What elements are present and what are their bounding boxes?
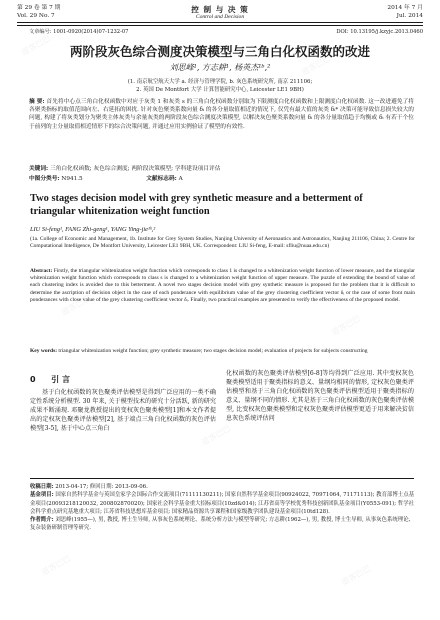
clc-value: N941.5 [61,176,83,182]
keywords-en [30,348,415,355]
title-zh: 两阶段灰色综合测度决策模型与三角白化权函数的改进 [69,44,370,59]
affiliation-en: (1a. College of Economic and Management, 1b. Institute for Grey System Studies, Nanjing University of Aeronautics and Astronautics, Nanjing 211106, China; 2. Centre for Computational Intelligence, De Montfort University, Leicester LE1 9BH, UK. Correspondent: LIU Si-feng, E-mail: sfliu@nuaa.edu.cn) [30,236,415,250]
clc-label: 中图分类号: [29,176,60,182]
date-zh: 2014 年 7 月 [387,5,423,11]
title-en: Two stages decision model with grey synthetic measure and a betterment of triangular whitenization weight function [30,193,363,217]
footnote-label: 收稿日期: [30,484,54,490]
intro-left-column: 基于白化权函数的灰色聚类评估模型是得到广泛应用的一类不确定性系统分析模型. 30 年来, 关于模型技术的研究十分活跃, 新的研究成果不断涌现. 邓聚龙教授提出的变权灰色聚类模型[1]和本文作者提出的定权灰色聚类评估模型[2], 基于端点三角白化权函数的灰色评估模型[3-5], 基于中心点三角白 [30,389,216,432]
doi[interactable]: DOI: 10.13195/j.kzyjc.2013.0460 [336,29,423,35]
date-en: Jul. 2014 [396,13,423,19]
affiliation-zh-line: (1. 南京航空航天大学 a. 经济与管理学院, b. 灰色系统研究所, 南京 211106; [127,79,313,85]
section-title: 引 言 [51,375,70,384]
watermark-text: 道客巴巴 [19,33,53,58]
volume-en: Vol. 29 No. 7 [17,13,55,19]
code-value: A [178,176,183,182]
watermark-text: 道客巴巴 [59,293,93,318]
watermark-text: 道客巴巴 [329,313,363,338]
keywords-zh [29,165,414,173]
footnotes [30,483,414,533]
abstract-en-label: Abstract: [30,268,53,274]
footnote-text: 国家自然科学基金与英国皇家学会国际合作交流项目(71111130211); 国家自然科学基金项目(90924022, 70971064, 71171113); 教育部博士点基金项目(20093218120032, 200802870020); 国家社会科学基金重大招标项目(10zd&014); 江苏省高等学校优秀科技创新团队基金项目(Y0553-091); 哲学社会科学重点研究基地重大项目; 江苏省科技思想库基金项目; 国家精品资源共享课程和国家级教学团队建设基金项目(10td128). [30,492,414,515]
section-heading [30,374,70,385]
footnote-text: 2013-04-17; 修回日期: 2013-09-06. [55,484,148,490]
footnote-funding [30,491,414,516]
affiliation-zh-line: 2. 英国 De Montfort 大学 计算智能研究中心, Leicester LE1 9BH) [136,87,304,93]
footnote-rule [30,478,414,479]
header-rule-thick [17,22,423,23]
footnote-authors [30,516,414,533]
header-rule-thin [17,25,423,26]
keywords-zh-label: 关键词: [29,166,49,172]
abstract-zh-text: 首先将中心点三角白化权函数中对应于灰类 1 和灰类 s 的三角白化权函数分别取为下限测度白化权函数和上限测度白化权函数. 这一改进避免了将各聚类指标的取值范围向左、右延拓的困扰. 针对灰色聚类系数向量 δᵢ 的各分量取值相近的情况下, 仅凭有最大值的灰类 δᵢ* 决策可能导致信息损失较大的问题, 构建了将灰类划分为聚类主体灰类与余量灰类的两阶段灰色综合测度决策模型, 以解决灰色聚类系数向量 δᵢ 的各分量取值趋于均衡或 δᵢ 有若干个位于前列的主分量取值相近情形下的综合决策问题, 并通过应用实例验证了模型的有效性. [29,99,414,130]
watermark-text: 道客巴巴 [149,103,183,128]
article-id: 文章编号: 1001-0920(2014)07-1232-07 [29,29,129,35]
abstract-zh-label: 摘 要: [29,99,45,105]
footnote-label: 作者简介: [30,517,54,524]
footnote-label: 基金项目: [30,492,54,499]
footnote-text: 刘思峰(1955—), 男, 教授, 博士生导师, 从事灰色系统理论、系统分析方法与模型等研究; 方志耕(1962—), 男, 教授, 博士生导师, 从事灰色系统理论、复杂装备研制管理等研究. [30,517,414,532]
authors-en: LIU Si-feng¹, FANG Zhi-geng¹, YANG Ying-jie¹ᵇ,² [30,226,156,233]
keywords-en-label: Key words: [30,348,58,354]
watermark-text: 道客巴巴 [339,563,373,588]
section-number: 0 [30,375,36,384]
abstract-en-text: Firstly, the triangular whitenization weight function which corresponds to class 1 is changed to a whitenization weight function of lower measure, and the triangular whitenization weight function which corresponds to class s is changed to a whitenization weight function of upper measure. The puzzle of extending the bound of value of each clustering index is avoided due to this betterment. A novel two stages decision model with grey synthetic measure is proposed for the problem that it is difficult to determine the ascription of decision object in the case of each ponderance with equilibrium value of the grey clustering coefficient vector δᵢ or the case of some front main ponderances with close value of the grey clustering coefficient vector δᵢ. Finally, two practical examples are presented to verify the effectiveness of the proposed model. [30,268,416,303]
watermark-text: 道客巴巴 [199,423,233,448]
keywords-en-text: triangular whitenization weight function; grey synthetic measure; two stages decision model; evaluation of projects for subjects constructing [58,348,368,354]
keywords-zh-text: 三角白化权函数; 灰色综合测度; 两阶段决策模型; 学科建设项目评估 [49,166,221,172]
journal-name-en: Control and Decision [195,14,245,20]
abstract-zh [29,98,414,131]
volume-zh: 第 29 卷 第 7 期 [17,5,61,11]
footnote-received [30,483,414,491]
intro-right-column: 化权函数的灰色聚类评估模型[6-8]等均得到广泛应用. 其中变权灰色聚类模型适用于聚类指标的意义、量纲均相同的情形, 定权灰色聚类评估模型和基于三角白化权函数的灰色聚类评估模型适用于聚类指标的意义、量纲不同的情形. 尤其是基于三角白化权函数的灰色聚类评估模型, 比变权灰色聚类模型和定权灰色聚类评估模型更适于用来解决贫信息灰色系统评估问 [226,370,414,422]
watermark-text: 道客巴巴 [39,553,73,578]
classification [29,175,414,183]
watermark-text: 道客巴巴 [299,53,333,78]
authors-zh: 刘思峰¹, 方志耕¹, 杨英杰¹ᵇ,² [169,63,271,72]
affiliations-zh [0,78,440,94]
code-label: 文献标志码: [146,176,177,182]
abstract-en [30,268,415,304]
journal-name-zh: 控 制 与 决 策 [191,5,249,14]
